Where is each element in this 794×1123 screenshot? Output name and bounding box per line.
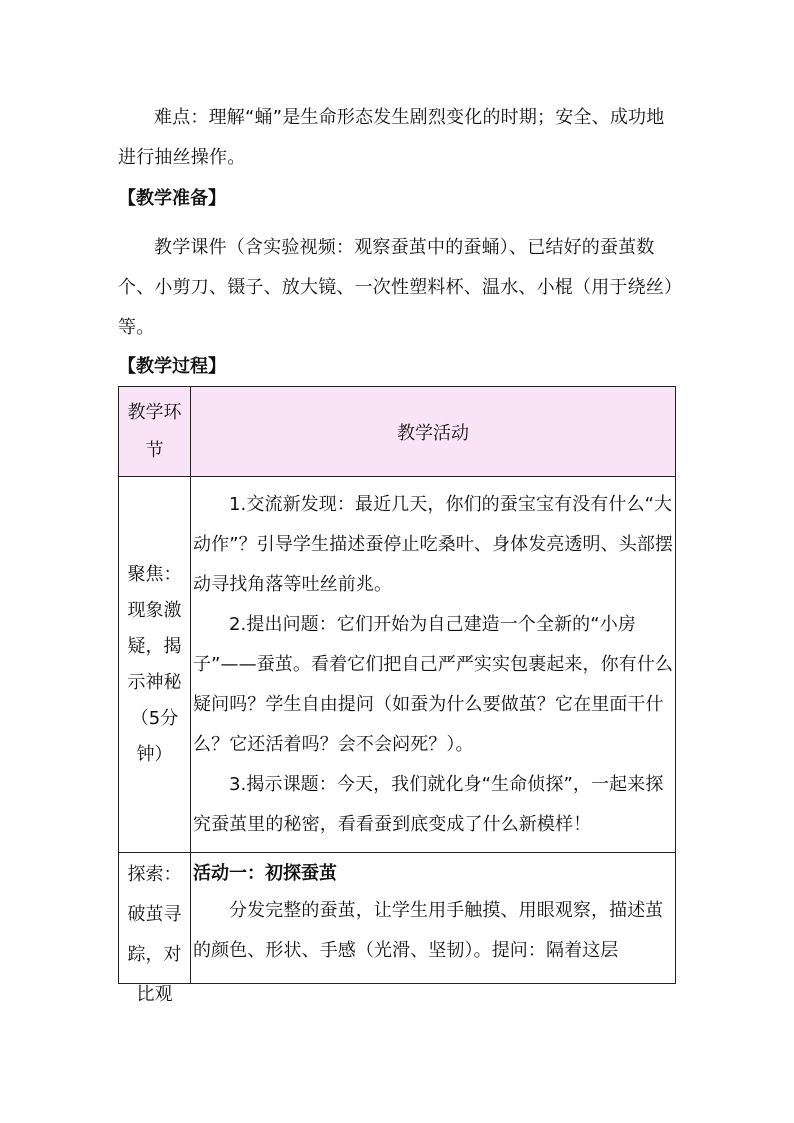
stage-label: 探索：破茧寻踪，对比观	[127, 864, 182, 1005]
stage-cell-explore	[119, 853, 191, 1005]
activity-cell-explore	[191, 853, 675, 983]
preparation-heading: 【教学准备】	[118, 188, 226, 209]
preparation-paragraph: 教学课件（含实验视频：观察蚕茧中的蚕蛹）、已结好的蚕茧数个、小剪刀、镊子、放大镜、一次性塑料杯、温水、小棍（用于绕丝）等。	[118, 237, 674, 338]
activity-title: 活动一：初探蚕茧	[193, 863, 337, 884]
process-heading: 【教学过程】	[118, 356, 226, 377]
activity-paragraph: 3.揭示课题：今天，我们就化身“生命侦探”，一起来探究蚕茧里的秘密，看看蚕到底变成了什么新模样！	[193, 774, 664, 835]
stage-cell-focus	[119, 477, 191, 853]
activity-paragraph: 2.提出问题：它们开始为自己建造一个全新的“小房子”——蚕茧。看着它们把自己严严实实包裹起来，你有什么疑问吗？学生自由提问（如蚕为什么要做茧？它在里面干什么？它还活着吗？会不会闷死？）。	[193, 614, 674, 755]
activity-paragraph: 分发完整的蚕茧，让学生用手触摸、用眼观察，描述茧的颜色、形状、手感（光滑、坚韧）。提问：隔着这层	[193, 900, 664, 961]
teaching-process-table	[118, 386, 676, 1005]
header-activity-label: 教学活动	[397, 422, 469, 444]
difficulty-paragraph: 难点：理解“蛹”是生命形态发生剧烈变化的时期；安全、成功地进行抽丝操作。	[118, 107, 665, 168]
stage-label: 聚焦：现象激疑，揭示神秘（5分钟）	[127, 563, 182, 765]
activity-paragraph: 1.交流新发现：最近几天，你们的蚕宝宝有没有什么“大动作”？引导学生描述蚕停止吃桑叶、身体发亮透明、头部摆动寻找角落等吐丝前兆。	[193, 494, 674, 595]
header-stage-cell	[119, 387, 191, 477]
header-stage-label: 教学环节	[127, 401, 182, 461]
header-activity-cell	[191, 387, 675, 477]
activity-cell-focus	[191, 477, 675, 853]
